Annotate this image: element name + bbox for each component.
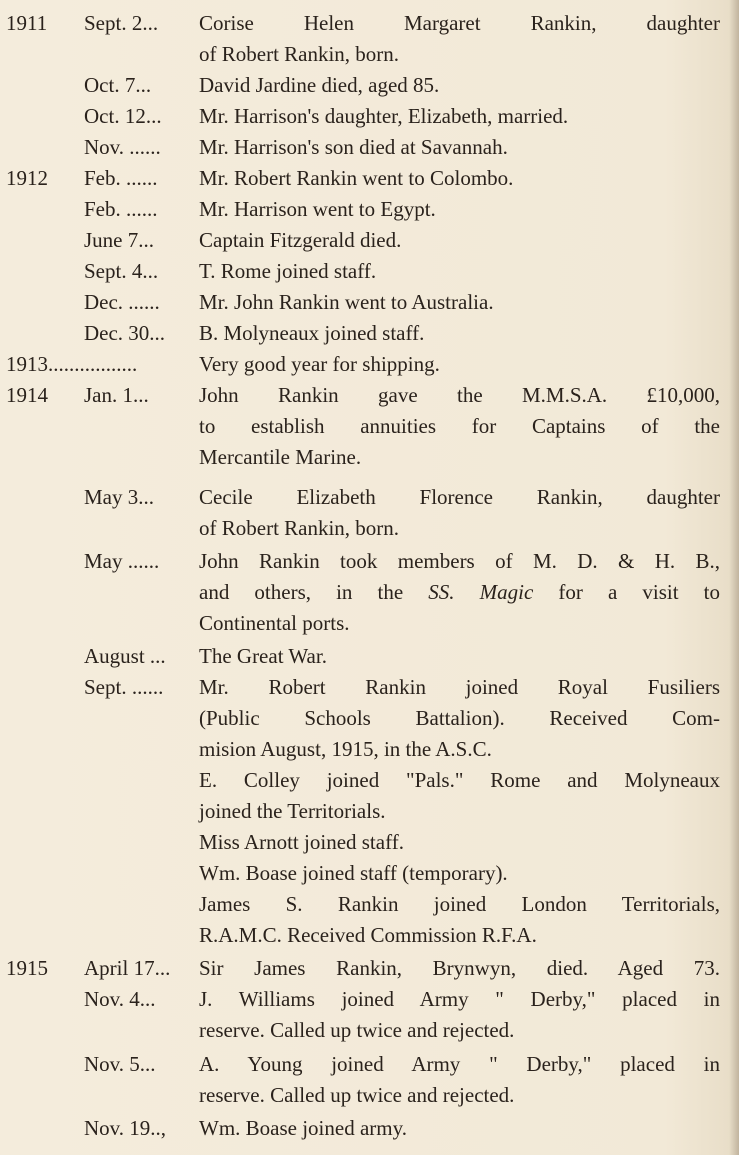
entry-text: reserve. Called up twice and rejected. [199,1083,515,1107]
entry-continuation [0,827,739,857]
entry-text: reserve. Called up twice and rejected. [199,1018,515,1042]
entry-date: Oct. 12... [84,104,162,128]
entry-continuation [0,411,739,441]
entry-text: Mercantile Marine. [199,445,362,469]
entry-continuation [0,1015,739,1045]
entry-date: Jan. 1... [84,383,149,407]
entry-text: E. Colley joined "Pals." Rome and Molyneaux [199,768,720,792]
ship-name: SS. Magic [428,580,534,604]
entry-date: Sept. 2... [84,11,159,35]
entry-text: Mr. Robert Rankin joined Royal Fusiliers [199,675,720,699]
entry-date: Oct. 7... [84,73,152,97]
entry-date: Feb. ...... [84,166,158,190]
entry-date: Nov. 4... [84,987,156,1011]
entry-row [0,380,739,410]
entry-text: of Robert Rankin, born. [199,42,400,66]
entry-text: A. Young joined Army " Derby," placed in [199,1052,720,1076]
entry-text: B. Molyneaux joined staff. [199,321,425,345]
entry-text: Miss Arnott joined staff. [199,830,404,854]
entry-continuation [0,765,739,795]
entry-date: Nov. 19.., [84,1116,167,1140]
entry-row [0,163,739,193]
entry-row [0,641,739,671]
entry-text: and others, in the SS. Magic for a visit to [199,580,720,604]
entry-date: May ...... [84,549,160,573]
entry-text: Mr. Harrison's daughter, Elizabeth, married. [199,104,569,128]
entry-row [0,287,739,317]
entry-date: Dec. ...... [84,290,160,314]
entry-text: mision August, 1915, in the A.S.C. [199,737,492,761]
entry-text: James S. Rankin joined London Territorials, [199,892,720,916]
entry-text: joined the Territorials. [199,799,386,823]
entry-year: 1912 [6,166,48,190]
entry-year: 1911 [6,11,48,35]
entry-continuation [0,608,739,638]
entry-text: Mr. John Rankin went to Australia. [199,290,494,314]
entry-date: April 17... [84,956,171,980]
entry-date: May 3... [84,485,154,509]
entry-year: 1915 [6,956,48,980]
entry-row [0,70,739,100]
entry-date: Nov. 5... [84,1052,156,1076]
entry-text: R.A.M.C. Received Commission R.F.A. [199,923,537,947]
entry-text: J. Williams joined Army " Derby," placed in [199,987,720,1011]
entry-date: June 7... [84,228,154,252]
entry-text: Corise Helen Margaret Rankin, daughter [199,11,720,35]
entry-row [0,225,739,255]
entry-text: to establish annuities for Captains of the [199,414,720,438]
entry-text: Mr. Harrison's son died at Savannah. [199,135,508,159]
entry-text: Wm. Boase joined staff (temporary). [199,861,508,885]
entry-row [0,256,739,286]
entry-text: Captain Fitzgerald died. [199,228,402,252]
entry-continuation [0,703,739,733]
entry-continuation [0,442,739,472]
entry-date: Sept. ...... [84,675,164,699]
entry-text: John Rankin gave the M.M.S.A. £10,000, [199,383,720,407]
entry-text: David Jardine died, aged 85. [199,73,440,97]
entry-text: The Great War. [199,644,327,668]
entry-continuation [0,734,739,764]
entry-row [0,953,739,983]
entry-text: Continental ports. [199,611,350,635]
entry-text: (Public Schools Battalion). Received Com- [199,706,720,730]
entry-date: Feb. ...... [84,197,158,221]
entry-text: T. Rome joined staff. [199,259,377,283]
entry-continuation [0,858,739,888]
entry-row [0,1049,739,1079]
entry-row [0,984,739,1014]
entry-text: Wm. Boase joined army. [199,1116,408,1140]
entry-date: Sept. 4... [84,259,159,283]
entry-row [0,546,739,576]
entry-text: Cecile Elizabeth Florence Rankin, daughter [199,485,720,509]
entry-row [0,1113,739,1143]
entry-row [0,132,739,162]
entry-row [0,318,739,348]
entry-text: Mr. Harrison went to Egypt. [199,197,436,221]
entry-row [0,194,739,224]
entry-text: of Robert Rankin, born. [199,516,400,540]
entry-row [0,101,739,131]
entry-text: John Rankin took members of M. D. & H. B., [199,549,720,573]
entry-continuation [0,920,739,950]
entry-year: 1914 [6,383,48,407]
entry-row [0,672,739,702]
entry-year: 1913................. [6,352,138,376]
entry-date: August ... [84,644,166,668]
entry-continuation [0,796,739,826]
entry-row [0,349,739,379]
entry-continuation [0,1080,739,1110]
entry-text: Sir James Rankin, Brynwyn, died. Aged 73. [199,956,720,980]
entry-text: Very good year for shipping. [199,352,440,376]
entry-continuation [0,889,739,919]
entry-text: Mr. Robert Rankin went to Colombo. [199,166,514,190]
entry-continuation [0,513,739,543]
entry-continuation [0,39,739,69]
entry-continuation [0,577,739,607]
entry-row [0,482,739,512]
entry-date: Dec. 30... [84,321,166,345]
entry-row [0,8,739,38]
entry-date: Nov. ...... [84,135,161,159]
